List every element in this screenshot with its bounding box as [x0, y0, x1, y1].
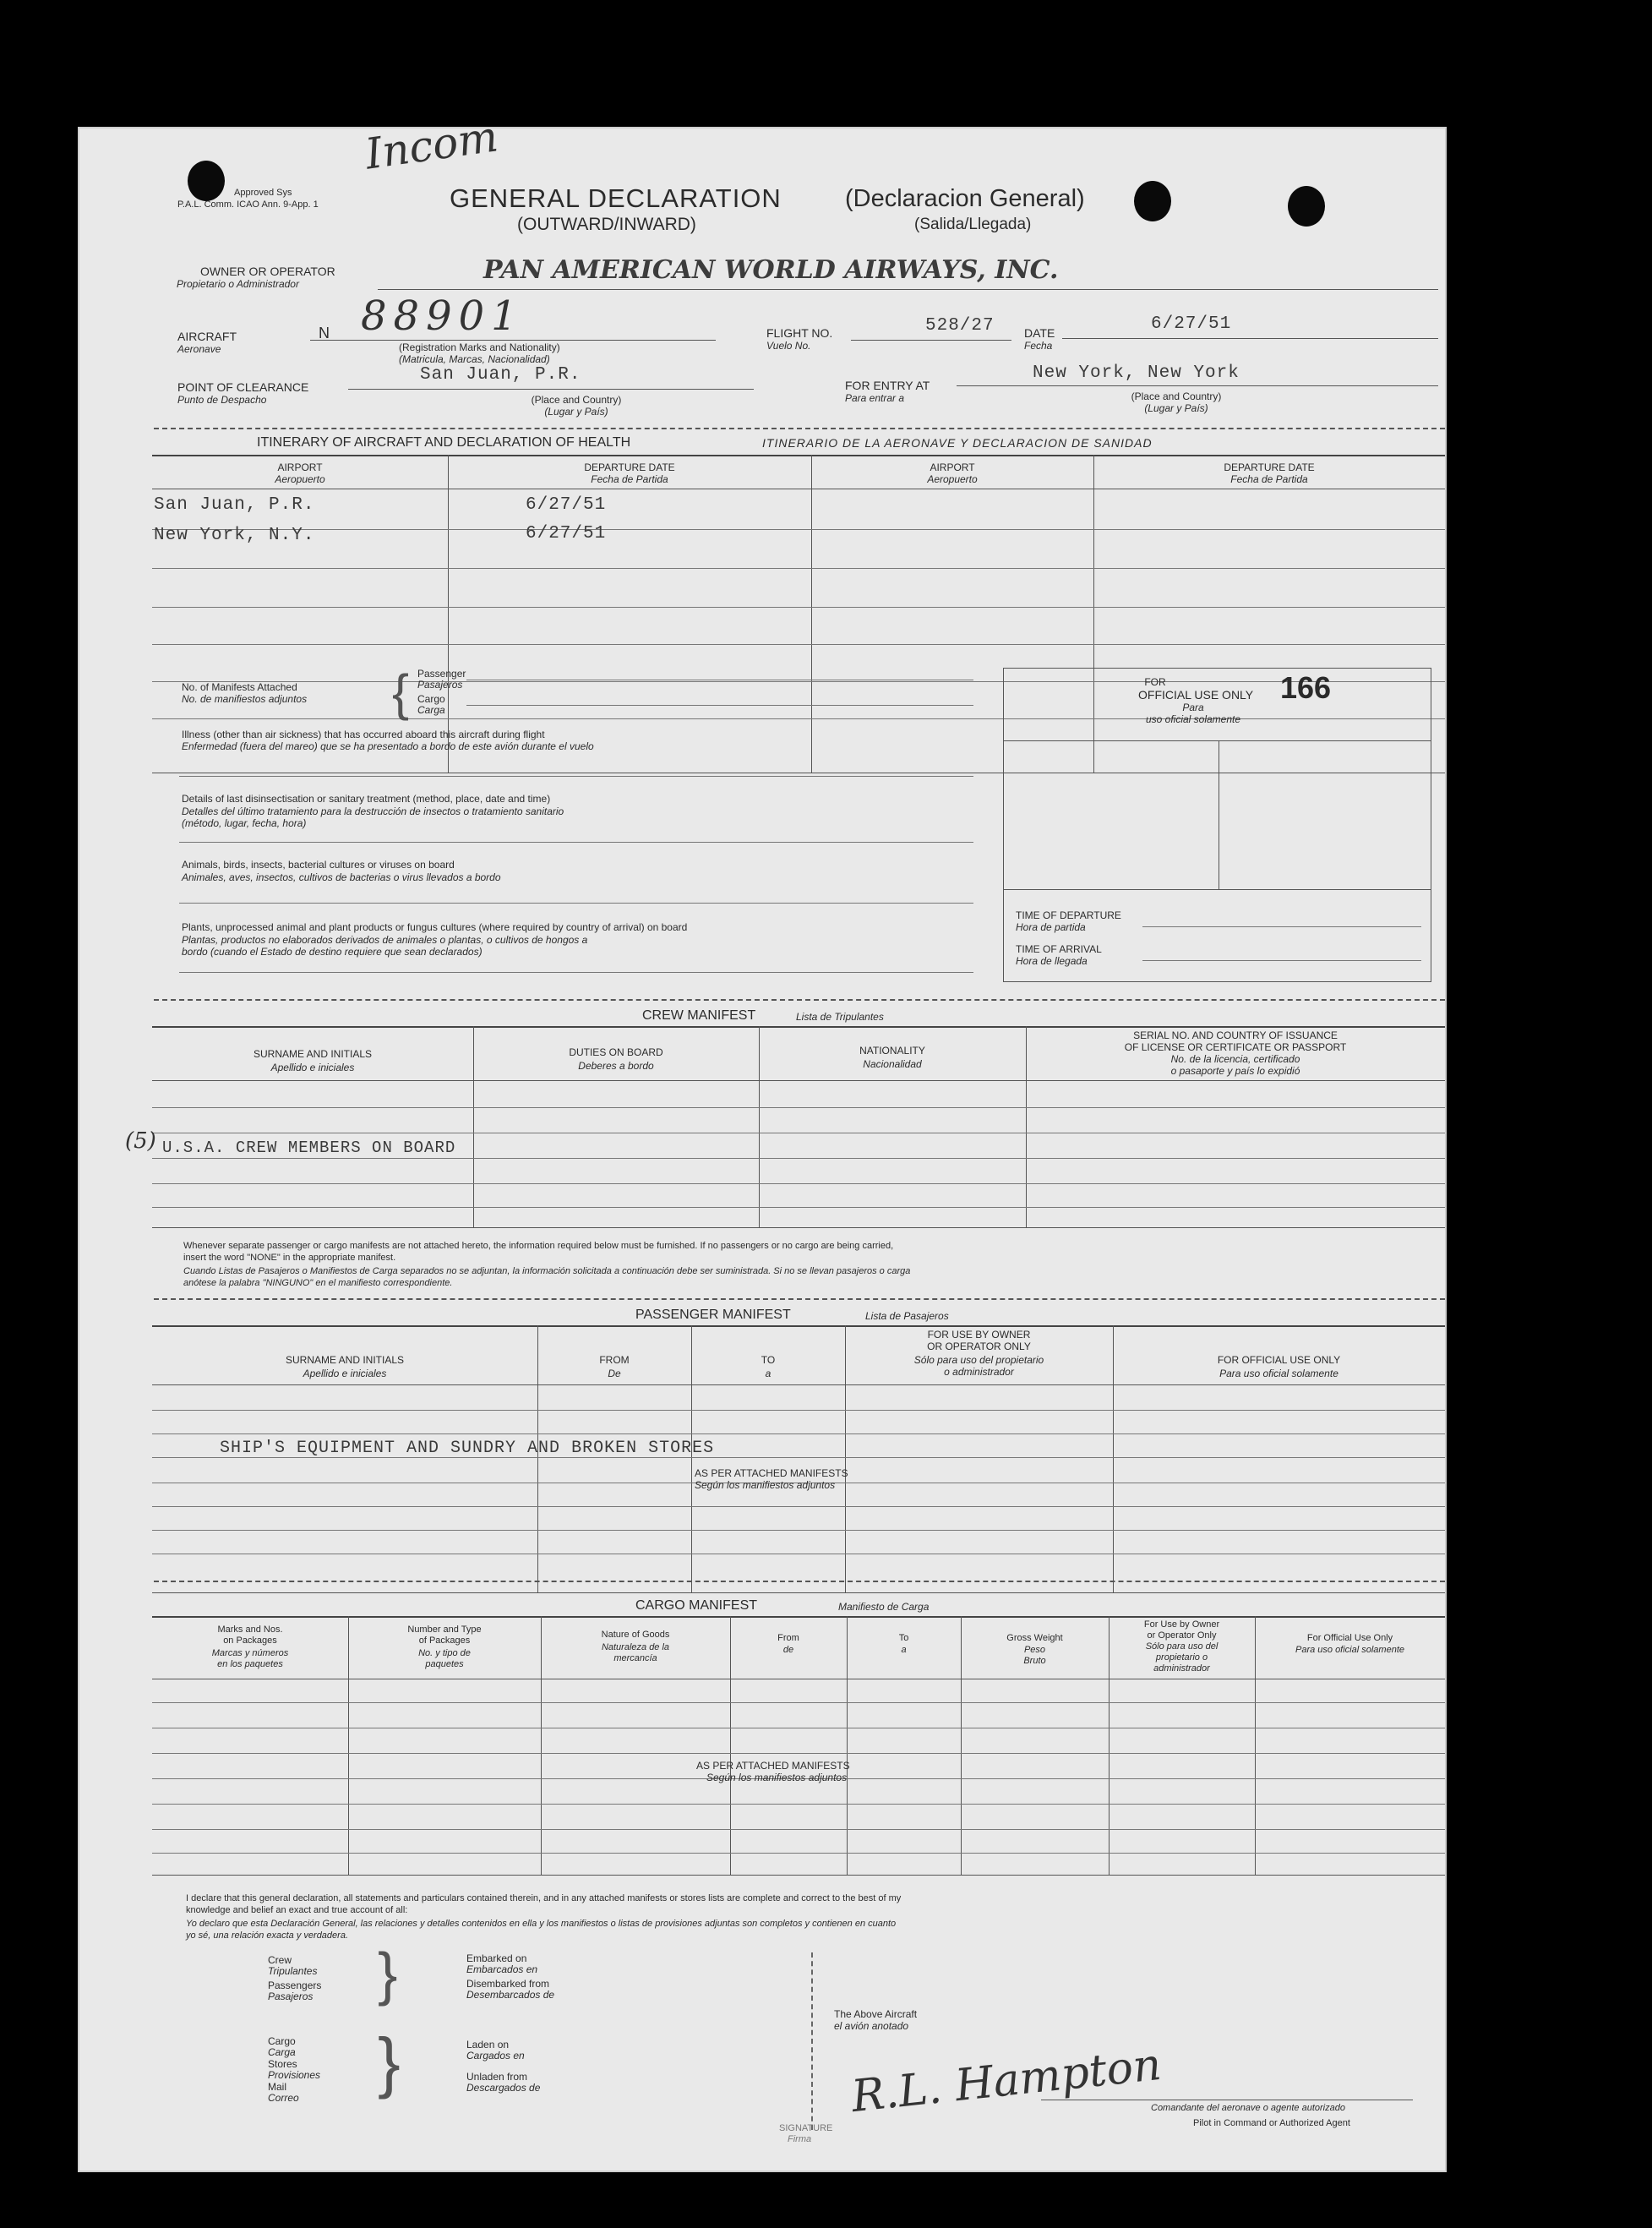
official-label-spanish-2: uso oficial solamente	[1145, 713, 1241, 725]
entry-caption-spanish: (Lugar y País)	[1144, 402, 1208, 414]
clearance-caption-spanish: (Lugar y País)	[544, 406, 608, 418]
itinerary-col-airport: AIRPORT	[277, 461, 323, 473]
flight-label: FLIGHT NO.	[766, 326, 833, 340]
commander-label: Pilot in Command or Authorized Agent	[1193, 2118, 1350, 2128]
itinerary-col-departure: DEPARTURE DATE	[584, 461, 675, 473]
departure-time-label: TIME OF DEPARTURE	[1016, 909, 1121, 921]
cargo-attached: AS PER ATTACHED MANIFESTS	[696, 1760, 850, 1772]
manifest-cargo-spanish: Carga	[417, 704, 445, 716]
itinerary-title-spanish: ITINERARIO DE LA AERONAVE Y DECLARACION DE SANIDAD	[762, 436, 1153, 450]
decl-cargo: Cargo	[268, 2035, 296, 2047]
official-label-spanish: Para	[1182, 702, 1204, 713]
crew-col-serial-2: OF LICENSE OR CERTIFICATE OR PASSPORT	[1124, 1041, 1347, 1053]
aircraft-label: AIRCRAFT	[177, 330, 237, 343]
crew-title: CREW MANIFEST	[642, 1008, 756, 1023]
passenger-col-owner-spanish-2: o administrador	[944, 1366, 1014, 1378]
flight-label-spanish: Vuelo No.	[766, 340, 811, 352]
cargo-title: CARGO MANIFEST	[635, 1598, 758, 1613]
decl-disembarked: Disembarked from	[466, 1978, 550, 1990]
itinerary-title: ITINERARY OF AIRCRAFT AND DECLARATION OF HEALTH	[257, 435, 631, 450]
declaration-line-2: knowledge and belief an exact and true account of all:	[186, 1905, 408, 1915]
passenger-attached-spanish: Según los manifiestos adjuntos	[695, 1479, 836, 1491]
decl-embarked: Embarked on	[466, 1952, 527, 1964]
cargo-col-owner-spanish: Sólo para uso del	[1145, 1641, 1219, 1652]
aircraft-caption-spanish: (Matricula, Marcas, Nacionalidad)	[399, 353, 550, 365]
signature-label-spanish: Firma	[788, 2134, 812, 2144]
form-subtitle-spanish: (Salida/Llegada)	[914, 216, 1032, 233]
cargo-col-marks: Marks and Nos.	[217, 1625, 283, 1635]
brace-icon: }	[378, 1941, 398, 2007]
passenger-col-surname: SURNAME AND INITIALS	[285, 1354, 405, 1366]
brace-icon: }	[378, 2024, 401, 2100]
decl-above-aircraft: The Above Aircraft	[834, 2008, 918, 2020]
decl-stores-spanish: Provisiones	[268, 2069, 321, 2081]
cargo-col-nature: Nature of Goods	[601, 1630, 670, 1640]
punch-hole	[188, 161, 225, 201]
passenger-col-owner: FOR USE BY OWNER	[927, 1329, 1031, 1341]
punch-hole	[1134, 181, 1171, 221]
crew-col-serial-spanish: No. de la licencia, certificado	[1170, 1053, 1300, 1065]
disinsect-label: Details of last disinsectisation or sanitary treatment (method, place, date and time)	[182, 793, 551, 805]
decl-passengers: Passengers	[268, 1980, 322, 1991]
cargo-col-weight-spanish: Peso	[1023, 1645, 1046, 1655]
cargo-col-from: From	[777, 1633, 799, 1643]
date-label-spanish: Fecha	[1024, 340, 1053, 352]
decl-above-aircraft-spanish: el avión anotado	[834, 2020, 909, 2032]
form-title: GENERAL DECLARATION	[450, 183, 782, 213]
owner-label: OWNER OR OPERATOR	[200, 265, 335, 278]
handwritten-mark: Incom	[362, 112, 501, 179]
aircraft-prefix: N	[319, 325, 330, 341]
plants-label-spanish: Plantas, productos no elaborados derivados de animales o plantas, o cultivos de hongos a	[182, 934, 588, 946]
disinsect-label-spanish-2: (método, lugar, fecha, hora)	[182, 817, 307, 829]
punch-hole	[1288, 186, 1325, 227]
itinerary-col-airport-2-spanish: Aeropuerto	[927, 473, 978, 485]
itinerary-airport: New York, N.Y.	[154, 526, 315, 545]
passenger-title-spanish: Lista de Pasajeros	[865, 1310, 949, 1322]
cargo-col-owner-spanish-2: propietario o	[1155, 1652, 1208, 1663]
declaration-form	[78, 112, 1447, 2172]
crew-col-nationality-spanish: Nacionalidad	[863, 1058, 922, 1070]
crew-entry: U.S.A. CREW MEMBERS ON BOARD	[162, 1139, 456, 1157]
official-for: FOR	[1144, 676, 1166, 688]
cargo-attached-spanish: Según los manifiestos adjuntos	[706, 1772, 848, 1783]
official-number: 166	[1280, 670, 1332, 705]
decl-mail: Mail	[268, 2081, 287, 2093]
departure-time-label-spanish: Hora de partida	[1016, 921, 1086, 933]
cargo-col-to: To	[898, 1633, 909, 1643]
cargo-col-number-2: of Packages	[418, 1636, 471, 1646]
decl-crew: Crew	[268, 1954, 292, 1966]
cargo-col-nature-spanish: Naturaleza de la	[601, 1642, 670, 1652]
cargo-col-number: Number and Type	[407, 1625, 482, 1635]
decl-laden-spanish: Cargados en	[466, 2050, 525, 2061]
instructions-line-2: insert the word "NONE" in the appropriate manifest.	[183, 1253, 396, 1263]
crew-col-surname: SURNAME AND INITIALS	[253, 1048, 373, 1060]
cargo-col-marks-spanish: Marcas y números	[211, 1648, 289, 1658]
crew-col-nationality: NATIONALITY	[859, 1045, 925, 1057]
instructions-spanish-2: anótese la palabra "NINGUNO" en el manifiesto correspondiente.	[183, 1278, 453, 1288]
entry-label: FOR ENTRY AT	[845, 379, 930, 392]
clearance-caption: (Place and Country)	[531, 394, 622, 406]
cargo-col-weight: Gross Weight	[1006, 1633, 1063, 1643]
crew-col-surname-spanish: Apellido e iniciales	[270, 1062, 355, 1073]
passenger-entry: SHIP'S EQUIPMENT AND SUNDRY AND BROKEN STORES	[220, 1439, 715, 1458]
captain-signature: R.L. Hampton	[848, 2039, 1164, 2123]
commander-label-spanish: Comandante del aeronave o agente autorizado	[1151, 2103, 1345, 2113]
itinerary-col-departure-2-spanish: Fecha de Partida	[1230, 473, 1308, 485]
decl-embarked-spanish: Embarcados en	[466, 1963, 538, 1975]
decl-unladen: Unladen from	[466, 2071, 528, 2083]
manifest-passenger: Passenger	[417, 668, 466, 680]
decl-stores: Stores	[268, 2058, 297, 2070]
instructions-spanish-1: Cuando Listas de Pasajeros o Manifiestos de Carga separados no se adjuntan, la información solicitada a continuación debe ser suministrada. Si no se llevan pasajeros o carga	[183, 1266, 911, 1276]
date-value: 6/27/51	[1151, 314, 1232, 334]
plants-label: Plants, unprocessed animal and plant products or fungus cultures (where required by country of arrival) on board	[182, 921, 688, 933]
cargo-col-official: For Official Use Only	[1306, 1633, 1393, 1643]
aircraft-registration: 88901	[361, 292, 524, 340]
manifests-label-spanish: No. de manifiestos adjuntos	[182, 693, 308, 705]
passenger-col-official: FOR OFFICIAL USE ONLY	[1217, 1354, 1341, 1366]
manifest-cargo: Cargo	[417, 693, 445, 705]
cargo-col-owner: For Use by Owner	[1143, 1619, 1220, 1630]
cargo-col-marks-spanish-2: en los paquetes	[217, 1659, 283, 1669]
cargo-col-owner-spanish-3: administrador	[1153, 1663, 1210, 1674]
cargo-col-nature-spanish-2: mercancía	[613, 1653, 657, 1663]
crew-col-serial-spanish-2: o pasaporte y país lo expidió	[1170, 1065, 1300, 1077]
declaration-spanish-2: yo sé, una relación exacta y verdadera.	[186, 1930, 349, 1941]
arrival-time-label: TIME OF ARRIVAL	[1016, 943, 1102, 955]
entry-caption: (Place and Country)	[1131, 390, 1222, 402]
passenger-attached: AS PER ATTACHED MANIFESTS	[695, 1467, 848, 1479]
date-label: DATE	[1024, 326, 1055, 340]
clearance-value: San Juan, P.R.	[420, 365, 581, 385]
passenger-col-from-spanish: De	[608, 1368, 621, 1379]
declaration-line-1: I declare that this general declaration, all statements and particulars contained therein, and in any attached manifests or stores lists are complete and correct to the best of my	[186, 1893, 902, 1903]
illness-label: Illness (other than air sickness) that has occurred aboard this aircraft during flight	[182, 729, 545, 740]
arrival-time-label-spanish: Hora de llegada	[1016, 955, 1088, 967]
brace-icon: {	[392, 664, 410, 721]
disinsect-label-spanish: Detalles del último tratamiento para la destrucción de insectos o tratamiento sanitario	[182, 805, 564, 817]
passenger-col-from: FROM	[599, 1354, 630, 1366]
animals-label-spanish: Animales, aves, insectos, cultivos de bacterias o virus llevados a bordo	[182, 871, 501, 883]
decl-crew-spanish: Tripulantes	[268, 1965, 318, 1977]
cargo-col-to-spanish: a	[901, 1645, 907, 1655]
clearance-label: POINT OF CLEARANCE	[177, 380, 309, 394]
passenger-col-to: TO	[761, 1354, 776, 1366]
cargo-col-official-spanish: Para uso oficial solamente	[1295, 1645, 1404, 1655]
approval-reference: P.A.L. Comm. ICAO Ann. 9-App. 1	[177, 199, 319, 210]
cargo-col-number-spanish-2: paquetes	[425, 1659, 464, 1669]
decl-passengers-spanish: Pasajeros	[268, 1990, 313, 2002]
cargo-col-marks-2: on Packages	[223, 1636, 277, 1646]
instructions-line-1: Whenever separate passenger or cargo manifests are not attached hereto, the information required below must be furnished. If no passengers or no cargo are being carried,	[183, 1241, 894, 1251]
cargo-title-spanish: Manifiesto de Carga	[838, 1601, 930, 1613]
animals-label: Animals, birds, insects, bacterial cultures or viruses on board	[182, 859, 455, 871]
cargo-col-number-spanish: No. y tipo de	[418, 1648, 471, 1658]
passenger-col-to-spanish: a	[765, 1368, 771, 1379]
passenger-col-surname-spanish: Apellido e iniciales	[303, 1368, 387, 1379]
manifests-label: No. of Manifests Attached	[182, 681, 297, 693]
owner-name: PAN AMERICAN WORLD AIRWAYS, INC.	[483, 255, 1059, 285]
owner-label-spanish: Propietario o Administrador	[177, 278, 299, 290]
itinerary-col-airport-spanish: Aeropuerto	[275, 473, 325, 485]
passenger-title: PASSENGER MANIFEST	[635, 1308, 791, 1322]
official-label: OFFICIAL USE ONLY	[1138, 688, 1254, 702]
decl-laden: Laden on	[466, 2039, 510, 2051]
itinerary-airport: San Juan, P.R.	[154, 495, 315, 515]
itinerary-col-departure-2: DEPARTURE DATE	[1224, 461, 1315, 473]
decl-cargo-spanish: Carga	[268, 2046, 296, 2058]
aircraft-caption: (Registration Marks and Nationality)	[399, 341, 560, 353]
approval-note: Approved Sys	[234, 188, 292, 198]
decl-disembarked-spanish: Desembarcados de	[466, 1989, 555, 2001]
itinerary-date: 6/27/51	[526, 495, 607, 515]
cargo-col-owner-2: or Operator Only	[1147, 1630, 1217, 1641]
manifest-passenger-spanish: Pasajeros	[417, 679, 463, 691]
form-subtitle: (OUTWARD/INWARD)	[517, 215, 696, 234]
aircraft-label-spanish: Aeronave	[177, 343, 221, 355]
entry-value: New York, New York	[1033, 363, 1240, 383]
cargo-col-weight-spanish-2: Bruto	[1023, 1656, 1046, 1666]
decl-unladen-spanish: Descargados de	[466, 2082, 541, 2094]
entry-label-spanish: Para entrar a	[845, 392, 905, 404]
itinerary-col-airport-2: AIRPORT	[930, 461, 975, 473]
crew-col-duties: DUTIES ON BOARD	[569, 1046, 663, 1058]
cargo-col-from-spanish: de	[782, 1645, 794, 1655]
declaration-spanish-1: Yo declaro que esta Declaración General, las relaciones y detalles contenidos en ella y los manifiestos o listas de provisiones adjuntas son completos y contienen en cuanto	[186, 1919, 897, 1929]
itinerary-col-departure-spanish: Fecha de Partida	[591, 473, 668, 485]
signature-label: SIGNATURE	[779, 2123, 833, 2133]
itinerary-date: 6/27/51	[526, 524, 607, 543]
passenger-col-owner-2: OR OPERATOR ONLY	[927, 1341, 1031, 1352]
passenger-col-official-spanish: Para uso oficial solamente	[1219, 1368, 1339, 1379]
clearance-label-spanish: Punto de Despacho	[177, 394, 267, 406]
crew-col-serial: SERIAL NO. AND COUNTRY OF ISSUANCE	[1133, 1029, 1338, 1041]
crew-col-duties-spanish: Deberes a bordo	[578, 1060, 654, 1072]
crew-count-note: (5)	[125, 1128, 156, 1154]
passenger-col-owner-spanish: Sólo para uso del propietario	[913, 1354, 1044, 1366]
crew-title-spanish: Lista de Tripulantes	[796, 1011, 884, 1023]
decl-mail-spanish: Correo	[268, 2092, 299, 2104]
form-title-spanish: (Declaracion General)	[845, 185, 1085, 212]
flight-number: 528/27	[925, 316, 995, 336]
plants-label-spanish-2: bordo (cuando el Estado de destino requiere que sean declarados)	[182, 946, 483, 958]
illness-label-spanish: Enfermedad (fuera del mareo) que se ha presentado a bordo de este avión durante el vuelo	[182, 740, 594, 752]
